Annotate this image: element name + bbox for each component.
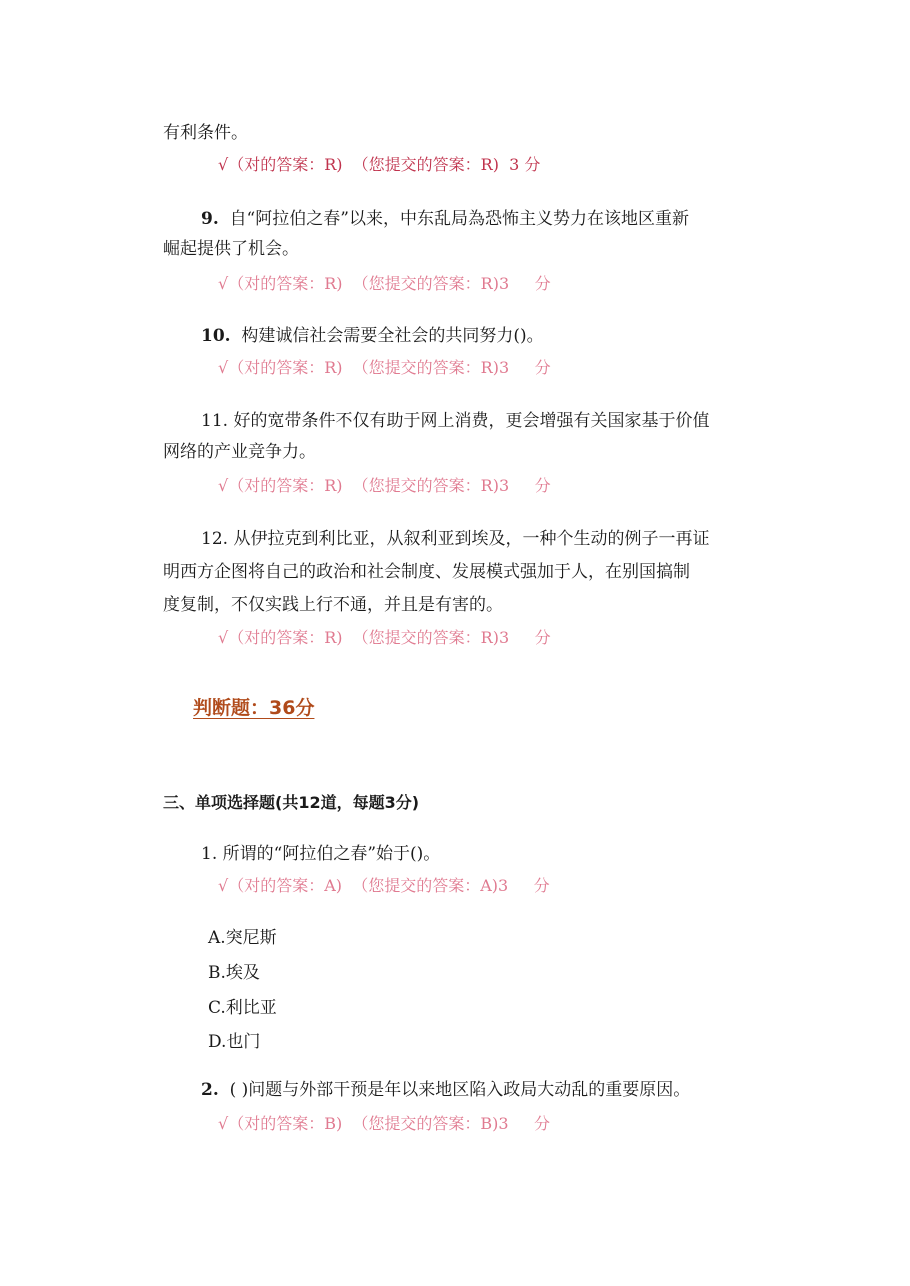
section-heading: 判断题：36分: [193, 697, 315, 719]
check-mark-icon: √: [218, 155, 229, 174]
question-11-line1: 11. 好的宽带条件不仅有助于网上消费，更会增强有关国家基于价值: [201, 411, 710, 431]
check-mark-icon: √: [218, 1114, 229, 1133]
answer-line-mc2: [218, 1113, 550, 1135]
submitted-answer: （您提交的答案：R)3: [352, 358, 510, 377]
option-a: A.突尼斯: [208, 928, 277, 948]
correct-answer: （对的答案：R): [228, 274, 343, 293]
question-9-line1: [201, 208, 689, 230]
check-mark-icon: √: [218, 876, 229, 895]
option-b: B.埃及: [208, 963, 260, 983]
option-d: D.也门: [208, 1032, 261, 1052]
question-12-line2: 明西方企图将自己的政治和社会制度、发展模式强加于人，在别国搞制: [163, 562, 690, 582]
submitted-answer: （您提交的答案：R): [352, 155, 499, 174]
question-number: 10.: [201, 326, 231, 346]
submitted-answer: （您提交的答案：R)3: [352, 628, 510, 647]
answer-line-q9: [218, 273, 551, 295]
part-title: 三、单项选择题(共12道，每题3分): [163, 793, 420, 812]
score: 分: [534, 476, 551, 495]
correct-answer: （对的答案：R): [228, 155, 343, 174]
score: 分: [534, 274, 551, 293]
answer-line-mc1: [218, 875, 550, 897]
question-text: ( )问题与外部干预是年以来地区陷入政局大动乱的重要原因。: [229, 1080, 691, 1100]
question-number: 9.: [201, 209, 219, 229]
answer-line-q12: [218, 627, 551, 649]
mc-question-1: 1. 所谓的“阿拉伯之春”始于()。: [201, 844, 441, 864]
check-mark-icon: √: [218, 476, 229, 495]
question-8-tail: 有利条件。: [163, 123, 248, 143]
question-9-line2: 崛起提供了机会。: [163, 239, 299, 259]
check-mark-icon: √: [218, 358, 229, 377]
question-12-line1: 12. 从伊拉克到利比亚，从叙利亚到埃及，一种个生动的例子一再证: [201, 529, 710, 549]
score: 分: [533, 876, 550, 895]
answer-line-q10: [218, 357, 551, 379]
correct-answer: （对的答案：B): [228, 1114, 343, 1133]
correct-answer: （对的答案：R): [228, 628, 343, 647]
question-12-line3: 度复制，不仅实践上行不通，并且是有害的。: [163, 595, 503, 615]
score: 分: [534, 358, 551, 377]
answer-line-q8: [218, 154, 540, 176]
question-11-line2: 网络的产业竞争力。: [163, 442, 316, 462]
correct-answer: （对的答案：R): [228, 476, 343, 495]
check-mark-icon: √: [218, 274, 229, 293]
submitted-answer: （您提交的答案：R)3: [352, 274, 510, 293]
question-text: 自“阿拉伯之春”以来，中东乱局為恐怖主义势力在该地区重新: [229, 209, 689, 229]
answer-line-q11: [218, 475, 551, 497]
question-number: 2.: [201, 1080, 219, 1100]
option-c: C.利比亚: [208, 998, 277, 1018]
mc-question-2: [201, 1079, 690, 1101]
question-10: [201, 325, 544, 347]
correct-answer: （对的答案：A): [228, 876, 343, 895]
correct-answer: （对的答案：R): [228, 358, 343, 377]
score: 分: [534, 628, 551, 647]
check-mark-icon: √: [218, 628, 229, 647]
submitted-answer: （您提交的答案：R)3: [352, 476, 510, 495]
submitted-answer: （您提交的答案：A)3: [352, 876, 509, 895]
question-text: 构建诚信社会需要全社会的共同努力()。: [241, 326, 544, 346]
score: 分: [534, 1114, 551, 1133]
submitted-answer: （您提交的答案：B)3: [352, 1114, 509, 1133]
score: 3 分: [509, 155, 541, 174]
